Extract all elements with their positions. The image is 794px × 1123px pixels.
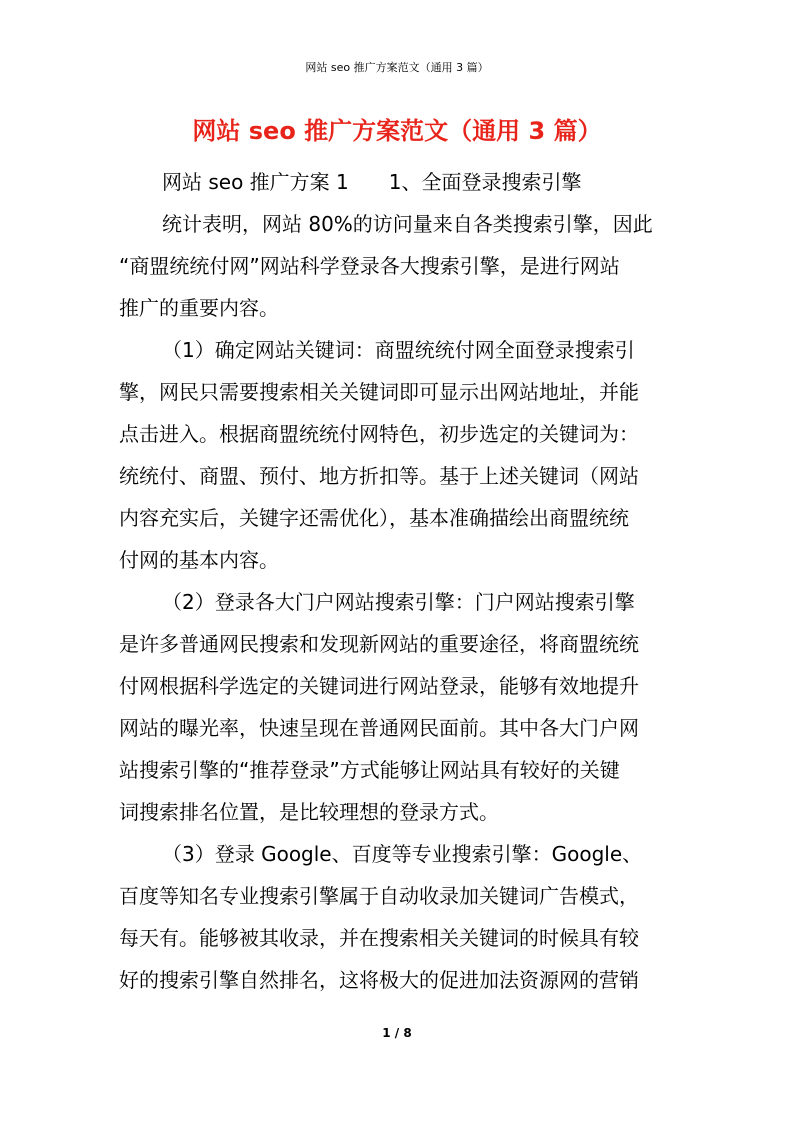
body-line: 词搜索排名位置，是比较理想的登录方式。	[119, 800, 499, 824]
body-line: 网站 seo 推广方案 1 1、全面登录搜索引擎	[162, 170, 582, 194]
body-line: 网站的曝光率，快速呈现在普通网民面前。其中各大门户网	[119, 716, 639, 740]
running-header: 网站 seo 推广方案范文（通用 3 篇）	[305, 61, 489, 74]
body-line: 统计表明，网站 80%的访问量来自各类搜索引擎，因此	[162, 212, 653, 236]
body-line: 擎，网民只需要搜索相关关键词即可显示出网站地址，并能	[119, 380, 639, 404]
body-line: 内容充实后，关键字还需优化），基本准确描绘出商盟统统	[119, 506, 629, 530]
body-line: 付网根据科学选定的关键词进行网站登录，能够有效地提升	[119, 674, 639, 698]
document-body	[119, 161, 694, 1001]
body-line: “商盟统统付网”网站科学登录各大搜索引擎，是进行网站	[119, 254, 620, 278]
body-line: 每天有。能够被其收录，并在搜索相关关键词的时候具有较	[119, 926, 639, 950]
body-line: 推广的重要内容。	[119, 296, 279, 320]
body-line: 站搜索引擎的“推荐登录”方式能够让网站具有较好的关键	[119, 758, 620, 782]
body-line: （2）登录各大门户网站搜索引擎：门户网站搜索引擎	[162, 590, 635, 614]
body-line: （1）确定网站关键词：商盟统统付网全面登录搜索引	[162, 338, 635, 362]
body-line: 点击进入。根据商盟统统付网特色，初步选定的关键词为：	[119, 422, 639, 446]
body-line: 好的搜索引擎自然排名，这将极大的促进加法资源网的营销	[119, 968, 639, 992]
body-line: 付网的基本内容。	[119, 548, 279, 572]
body-line: 是许多普通网民搜索和发现新网站的重要途径，将商盟统统	[119, 632, 639, 656]
body-line: 统统付、商盟、预付、地方折扣等。基于上述关键词（网站	[119, 464, 639, 488]
document-title: 网站 seo 推广方案范文（通用 3 篇）	[192, 117, 602, 145]
page-number: 1 / 8	[382, 1026, 412, 1040]
body-line: （3）登录 Google、百度等专业搜索引擎：Google、	[162, 842, 643, 866]
body-line: 百度等知名专业搜索引擎属于自动收录加关键词广告模式，	[119, 884, 639, 908]
